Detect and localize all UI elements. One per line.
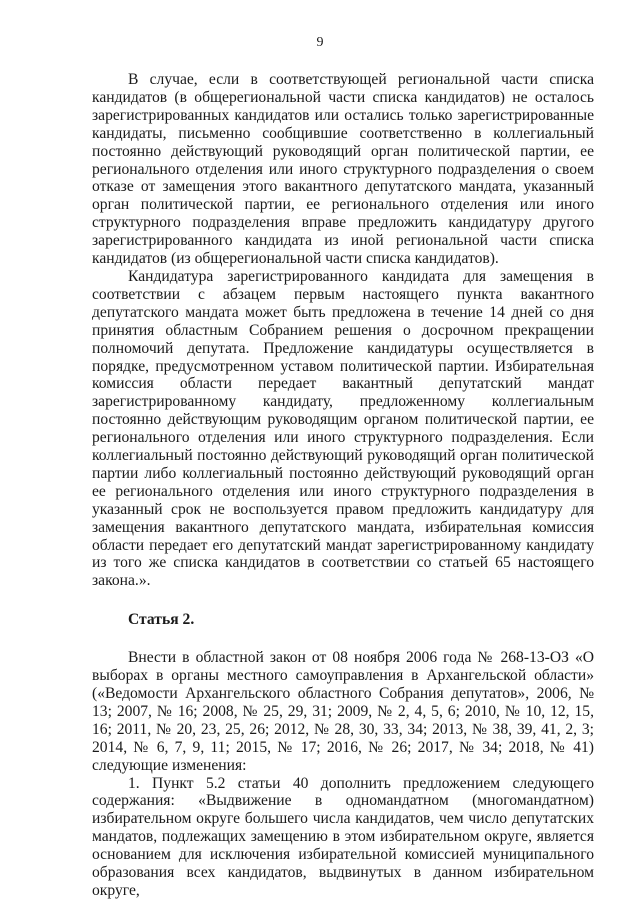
paragraph-law-amendment: Внести в областной закон от 08 ноября 2006 года № 268-13-ОЗ «О выборах в органы местного самоуправления в Архангельской области» («Ведомости Архангельского областного Собрания депутатов», 2006, № 13; 2007, № 16; 2008, № 25, 29, 31; 2009, № 2, 4, 5, 6; 2010, № 10, 12, 15, 16; 2011, № 20, 23, 25, 26; 2012, № 28, 30, 33, 34; 2013, № 38, 39, 41, 2, 3; 2014, № 6, 7, 9, 11; 2015, № 17; 2016, № 26; 2017, № 34; 2018, № 41) следующие изменения: [92,649,594,774]
article-heading: Статья 2. [128,611,195,629]
page-number: 9 [316,35,324,50]
paragraph-item-1: 1. Пункт 5.2 статьи 40 дополнить предложением следующего содержания: «Выдвижение в одномандатном (многомандатном) избирательном округе большего числа кандидатов, чем число депутатских мандатов, подлежащих замещению в этом избирательном округе, является основанием для исключения избирательной комиссией муниципального образования всех кандидатов, выдвинутых в данном избирательном округе, [92,774,594,899]
paragraph-vacant-mandate-list: В случае, если в соответствующей региональной части списка кандидатов (в общерегиональной части списка кандидатов) не осталось зарегистрированных кандидатов или остались только зарегистрированные кандидаты, письменно сообщившие соответственно в коллегиальный постоянно действующий руководящий орган политической партии, ее регионального отделения или иного структурного подразделения о своем отказе от замещения этого вакантного депутатского мандата, указанный орган политической партии, ее регионального отделения или иного структурного подразделения вправе предложить кандидатуру другого зарегистрированного кандидата из иной региональной части списка кандидатов (из общерегиональной части списка кандидатов). [92,71,594,268]
paragraph-candidate-nomination: Кандидатура зарегистрированного кандидата для замещения в соответствии с абзацем первым настоящего пункта вакантного депутатского мандата может быть предложена в течение 14 дней со дня принятия областным Собранием решения о досрочном прекращении полномочий депутата. Предложение кандидатуры осуществляется в порядке, предусмотренном уставом политической партии. Избирательная комиссия области передает вакантный депутатский мандат зарегистрированному кандидату, предложенному коллегиальным постоянно действующим руководящим органом политической партии, ее регионального отделения или иного структурного подразделения. Если коллегиальный постоянно действующий руководящий орган политической партии либо коллегиальный постоянно действующий руководящий орган ее регионального отделения или иного структурного подразделения в указанный срок не воспользуется правом предложить кандидатуру для замещения вакантного депутатского мандата, избирательная комиссия области передает его депутатский мандат зарегистрированному кандидату из того же списка кандидатов в соответствии со статьей 65 настоящего закона.». [92,267,594,590]
document-body [92,71,594,900]
